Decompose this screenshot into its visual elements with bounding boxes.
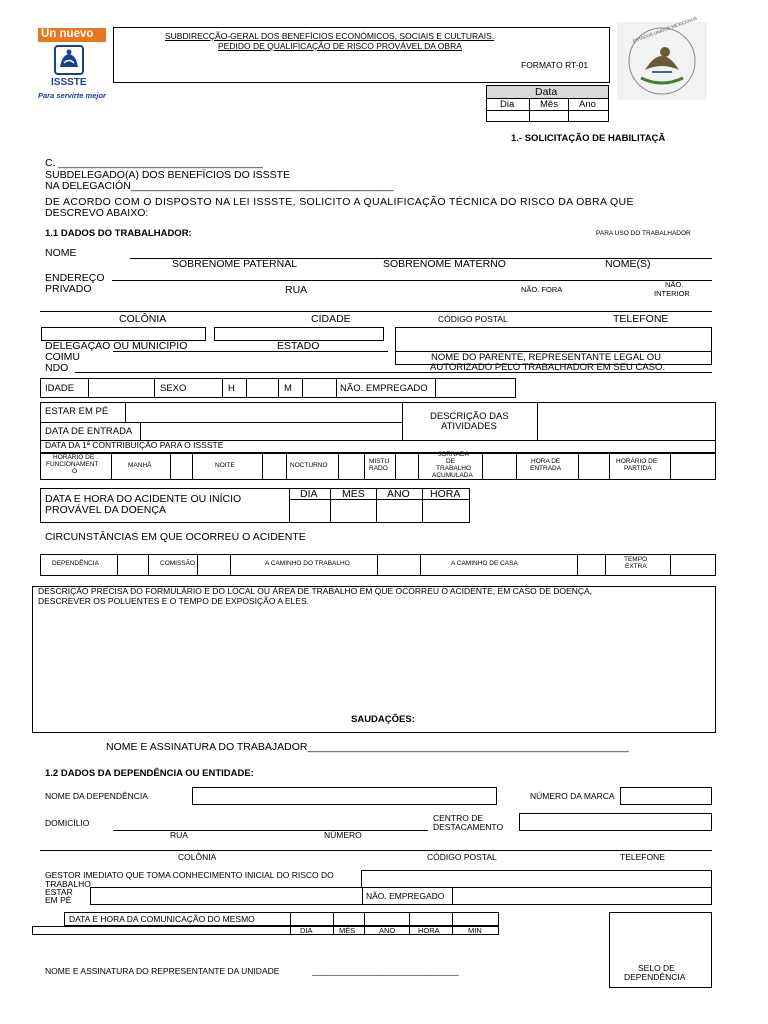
sobrenome-materno-label: SOBRENOME MATERNO	[383, 258, 506, 270]
numero-marca-input[interactable]	[620, 787, 712, 805]
formato-label: FORMATO RT-01	[521, 60, 589, 70]
codigo-postal-label-2: CÓDIGO POSTAL	[427, 852, 497, 862]
coimu-label: COIMU	[45, 351, 80, 363]
circunstancias-label: CIRCUNSTÂNCIAS EM QUE OCORREU O ACIDENTE	[45, 531, 306, 543]
parente-label-2: AUTORIZADO PELO TRABALHADOR EM SEU CASO.	[430, 362, 666, 373]
section-1-2-title: 1.2 DADOS DA DEPENDÊNCIA OU ENTIDADE:	[45, 768, 254, 779]
nao-empregado-label-2: NÃO. EMPREGADO	[366, 891, 445, 901]
sexo-m-label: M	[284, 383, 292, 394]
tempo-extra-label-2: EXTRA	[625, 563, 647, 570]
domicilio-label: DOMICÍLIO	[45, 818, 90, 828]
telefone-label-2: TELEFONE	[620, 852, 665, 862]
data-contribuicao-label: DATA DA 1ª CONTRIBUIÇÃO PARA O ISSSTE	[45, 440, 224, 450]
delegacao-input[interactable]	[41, 327, 206, 341]
centro-destacamento-input[interactable]	[519, 813, 712, 831]
colonia-label: COLÔNIA	[119, 313, 167, 325]
horario-func-label-2: FUNCIONAMENT	[46, 461, 99, 468]
estar-label: ESTAR	[45, 887, 73, 897]
noite-label: NOITE	[215, 462, 235, 469]
comunicacao-min-label: MIN	[468, 926, 482, 935]
descricao-atividades-label-1: DESCRIÇÃO DAS	[430, 411, 509, 422]
issste-hands-icon	[54, 45, 84, 75]
gestor-label-1: GESTOR IMEDIATO QUE TOMA CONHECIMENTO INICIAL DO RISCO DO	[45, 870, 334, 880]
codigo-postal-label: CÓDIGO POSTAL	[438, 314, 508, 324]
sexo-h-label: H	[228, 383, 235, 394]
date-ano-label: Ano	[579, 99, 596, 110]
jornada-label-2: DE	[446, 458, 456, 465]
date-mes-label: Mês	[540, 99, 558, 110]
acidente-label-1: DATA E HORA DO ACIDENTE OU INÍCIO	[45, 493, 242, 505]
date-dia-label: Dia	[500, 99, 515, 110]
horario-partida-label-1: HORÁRIO DE	[616, 458, 658, 465]
estar-em-pe-label: ESTAR EM PÉ	[45, 406, 109, 417]
descricao-precisa-area[interactable]	[32, 586, 716, 733]
comunicacao-hora-label: HORA	[418, 926, 440, 935]
nome-dependencia-input[interactable]	[192, 787, 497, 805]
section-title: 1.- SOLICITAÇÃO DE HABILITAÇÃ	[511, 133, 666, 144]
jornada-label-3: TRABALHO	[436, 465, 472, 472]
colonia-label-2: COLÔNIA	[178, 852, 217, 862]
misturado-label-2: RADO	[369, 465, 388, 472]
parente-label-1: NOME DO PARENTE, REPRESENTANTE LEGAL OU	[431, 352, 661, 363]
representante-label: NOME E ASSINATURA DO REPRESENTANTE DA UNIDADE	[45, 966, 280, 976]
centro-destacamento-label-2: DESTACAMENTO	[433, 822, 504, 832]
caminho-casa-label: A CAMINHO DE CASA	[451, 560, 518, 567]
acidente-hora-label: HORA	[430, 488, 461, 500]
nomes-label: NOME(S)	[605, 258, 651, 270]
addressee-sub: SUBDELEGADO(A) DOS BENEFÍCIOS DO ISSSTE	[45, 169, 291, 181]
logo-badge-text: Un nuevo	[41, 28, 94, 40]
comunicacao-dia-label: DIA	[300, 926, 313, 935]
nao-interior-label-2: INTERIOR	[654, 289, 690, 298]
data-entrada-label: DATA DE ENTRADA	[45, 426, 133, 437]
horario-func-label-3: O	[72, 468, 78, 475]
telefone-label: TELEFONE	[613, 313, 669, 325]
cidade-label: CIDADE	[311, 313, 351, 325]
horario-func-label-1: HORÁRIO DE	[53, 454, 95, 461]
privado-label: PRIVADO	[45, 283, 92, 295]
representante-signature-line: _______________________________	[312, 966, 459, 976]
addressee-c: C. ___________________________________	[45, 157, 263, 169]
manha-label: MANHÃ	[128, 462, 152, 469]
acidente-dia-label: DIA	[300, 488, 318, 500]
tempo-extra-label-1: TEMPO	[624, 556, 648, 563]
header-line-2: PEDIDO DE QUALIFICAÇÃO DE RISCO PROVÁVEL DA OBRA	[218, 41, 462, 51]
section-1-1-title: 1.1 DADOS DO TRABALHADOR:	[45, 228, 192, 239]
nocturno-label: NOCTURNO	[290, 462, 328, 469]
nome-dependencia-label: NOME DA DEPENDÊNCIA	[45, 791, 148, 801]
estado-label: ESTADO	[277, 340, 320, 352]
descricao-atividades-label-2: ATIVIDADES	[441, 421, 497, 432]
dependencia-label: DEPENDÊNCIA	[52, 560, 99, 567]
gestor-label-2: TRABALHO	[45, 879, 91, 889]
nao-fora-label: NÃO. FORA	[521, 285, 563, 294]
jornada-label-1: JORNADA	[438, 451, 470, 458]
numero-label: NÚMERO	[324, 830, 362, 840]
nao-empregado-label: NÃO. EMPREGADO	[340, 383, 428, 394]
hora-entrada-label-1: HORA DE	[531, 458, 561, 465]
logo-tagline: Para servirte mejor	[38, 91, 106, 100]
descricao-precisa-label-1: DESCRIÇÃO PRECISA DO FORMULÁRIO E DO LOCAL OU ÁREA DE TRABALHO EM QUE OCORREU O ACIDENTE, EM CASO DE DOENÇA,	[38, 586, 593, 596]
nome-label: NOME	[45, 247, 77, 259]
assinatura-trabalhador-label: NOME E ASSINATURA DO TRABAJADOR_______________________________________________________	[106, 741, 629, 753]
comunicacao-mes-label: MÊS	[339, 926, 356, 935]
sobrenome-paternal-label: SOBRENOME PATERNAL	[172, 258, 298, 270]
nao-interior-label-1: NÃO.	[665, 280, 684, 289]
ndo-label: NDO	[45, 362, 69, 374]
saudacoes-label: SAUDAÇÕES:	[351, 714, 415, 725]
seal-text: ESTADOS UNIDOS MEXICANOS	[631, 15, 698, 44]
descricao-precisa-label-2: DESCREVER OS POLUENTES E O TEMPO DE EXPOSIÇÃO A ELES.	[38, 596, 309, 606]
intro-line-1: DE ACORDO COM O DISPOSTO NA LEI ISSSTE, SOLICITO A QUALIFICAÇÃO TÉCNICA DO RISCO DA OBRA QUE	[45, 196, 634, 208]
sexo-label: SEXO	[160, 383, 187, 394]
national-seal	[617, 15, 707, 100]
rua-label: RUA	[285, 284, 308, 296]
hora-entrada-label-2: ENTRADA	[530, 465, 562, 472]
numero-marca-label: NÚMERO DA MARCA	[530, 791, 615, 801]
endereco-label: ENDEREÇO	[45, 272, 105, 284]
selo-label-1: SELO DE	[638, 963, 675, 973]
acidente-ano-label: ANO	[387, 488, 410, 500]
comunicacao-ano-label: ANO	[379, 926, 396, 935]
rua-label-2: RUA	[170, 830, 188, 840]
delegacao-label: DELEGAÇÃO OU MUNICÍPIO	[45, 340, 188, 352]
comissao-label: COMISSÃO	[160, 560, 196, 567]
logo-name: ISSSTE	[51, 77, 87, 88]
comunicacao-label: DATA E HORA DA COMUNICAÇÃO DO MESMO	[69, 914, 255, 924]
horario-partida-label-2: PARTIDA	[624, 465, 652, 472]
centro-destacamento-label-1: CENTRO DE	[433, 813, 484, 823]
estado-input[interactable]	[214, 327, 384, 341]
idade-label: IDADE	[45, 383, 75, 394]
date-box-title: Data	[535, 86, 558, 98]
acidente-mes-label: MÊS	[342, 488, 365, 500]
acidente-label-2: PROVÁVEL DA DOENÇA	[45, 504, 166, 516]
gestor-input[interactable]	[361, 870, 712, 888]
misturado-label-1: MISTU	[369, 458, 390, 465]
para-uso-label: PARA USO DO TRABALHADOR	[596, 230, 691, 237]
header-line-1: SUBDIRECÇÃO-GERAL DOS BENEFÍCIOS ECONÓMICOS, SOCIAIS E CULTURAIS.	[165, 31, 495, 41]
intro-line-2: DESCREVO ABAIXO:	[45, 207, 149, 219]
selo-label-2: DEPENDÊNCIA	[624, 972, 686, 982]
addressee-deleg: NA DELEGACIÓN_____________________________________________	[45, 180, 394, 192]
caminho-trabalho-label: A CAMINHO DO TRABALHO	[265, 560, 350, 567]
issste-logo	[38, 28, 110, 102]
em-pe-label: EM PÉ	[45, 895, 72, 905]
jornada-label-4: ACUMULADA	[432, 472, 473, 479]
circunstancias-row	[40, 554, 716, 576]
